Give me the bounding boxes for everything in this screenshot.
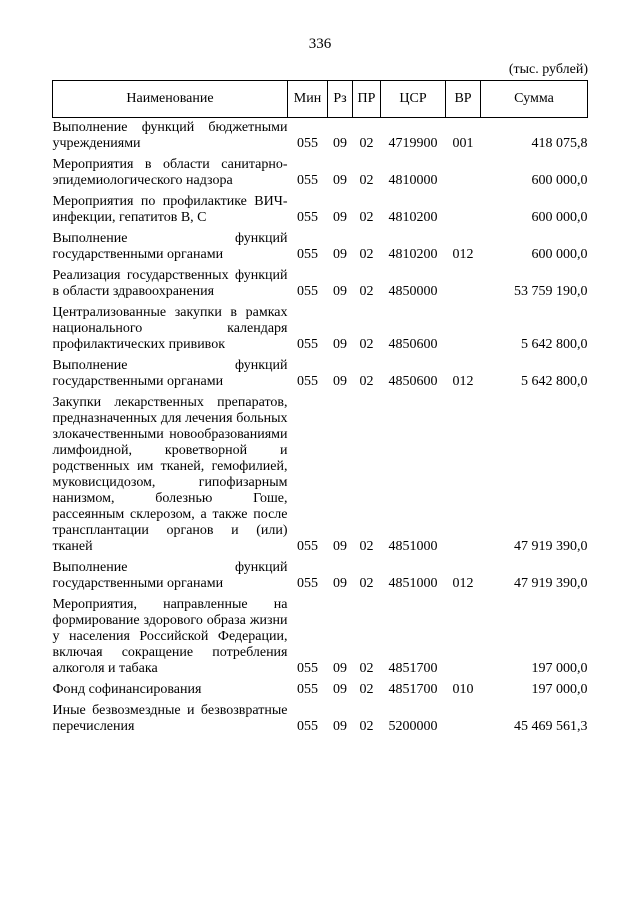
cell-pr: 02 <box>359 284 374 299</box>
cell-min: 055 <box>297 374 318 389</box>
table-body <box>53 118 588 739</box>
cell-csr: 4810200 <box>388 247 438 262</box>
cell-name: Централизованные закупки в рамках национального календаря профилактических прививок <box>52 305 288 352</box>
cell-min: 055 <box>297 682 318 697</box>
cell-min: 055 <box>297 173 318 188</box>
cell-name: Реализация государственных функций в области здравоохранения <box>52 268 288 299</box>
cell-vr <box>446 192 481 229</box>
cell-min: 055 <box>297 719 318 734</box>
header-rz: Рз <box>328 81 353 118</box>
cell-rz: 09 <box>333 337 347 352</box>
cell-csr: 4850600 <box>388 374 438 389</box>
table-header <box>53 81 588 118</box>
table-row <box>53 701 588 738</box>
cell-rz: 09 <box>333 661 347 676</box>
table-row <box>53 680 588 701</box>
cell-csr: 4810000 <box>388 173 438 188</box>
cell-csr: 4810200 <box>388 210 438 225</box>
cell-name: Выполнение функций государственными органами <box>52 358 288 389</box>
cell-pr: 02 <box>359 247 374 262</box>
cell-pr: 02 <box>359 661 374 676</box>
cell-name: Иные безвозмездные и безвозвратные перечисления <box>52 703 288 734</box>
table-row <box>53 595 588 680</box>
cell-pr: 02 <box>359 682 374 697</box>
cell-min: 055 <box>297 247 318 262</box>
cell-name: Мероприятия, направленные на формирование здорового образа жизни у населения Российской Федерации, включая сокращение потребления алкоголя и табака <box>52 597 288 676</box>
cell-sum: 53 759 190,0 <box>514 284 588 299</box>
cell-min: 055 <box>297 337 318 352</box>
table-row <box>53 356 588 393</box>
cell-pr: 02 <box>359 576 374 591</box>
cell-vr <box>446 595 481 680</box>
cell-csr: 4719900 <box>388 136 438 151</box>
table-row <box>53 118 588 156</box>
cell-rz: 09 <box>333 210 347 225</box>
cell-sum: 45 469 561,3 <box>514 719 588 734</box>
cell-min: 055 <box>297 661 318 676</box>
cell-name: Выполнение функций государственными органами <box>52 560 288 591</box>
table-row <box>53 192 588 229</box>
cell-vr: 012 <box>452 374 474 389</box>
header-pr: ПР <box>353 81 381 118</box>
cell-csr: 4850000 <box>388 284 438 299</box>
cell-csr: 4851700 <box>388 682 438 697</box>
cell-vr: 012 <box>452 247 474 262</box>
cell-rz: 09 <box>333 136 347 151</box>
cell-csr: 4850600 <box>388 337 438 352</box>
header-csr: ЦСР <box>381 81 446 118</box>
cell-csr: 4851000 <box>388 576 438 591</box>
cell-pr: 02 <box>359 136 374 151</box>
cell-min: 055 <box>297 210 318 225</box>
cell-name: Мероприятия в области санитарно-эпидемиологического надзора <box>52 157 288 188</box>
cell-rz: 09 <box>333 374 347 389</box>
cell-vr: 010 <box>452 682 474 697</box>
cell-pr: 02 <box>359 210 374 225</box>
cell-sum: 47 919 390,0 <box>514 539 588 554</box>
cell-vr <box>446 155 481 192</box>
cell-pr: 02 <box>359 374 374 389</box>
budget-table <box>52 80 588 738</box>
page-number: 336 <box>308 36 332 52</box>
table-row <box>53 303 588 356</box>
table-row <box>53 266 588 303</box>
cell-sum: 5 642 800,0 <box>521 374 588 389</box>
cell-sum: 47 919 390,0 <box>514 576 588 591</box>
header-min: Мин <box>288 81 328 118</box>
cell-rz: 09 <box>333 284 347 299</box>
cell-vr: 012 <box>452 576 474 591</box>
cell-csr: 5200000 <box>388 719 438 734</box>
cell-rz: 09 <box>333 539 347 554</box>
table-row <box>53 393 588 558</box>
cell-rz: 09 <box>333 173 347 188</box>
cell-min: 055 <box>297 539 318 554</box>
cell-csr: 4851000 <box>388 539 438 554</box>
cell-name: Выполнение функций бюджетными учреждениями <box>52 120 288 151</box>
cell-sum: 197 000,0 <box>531 661 588 676</box>
cell-vr <box>446 701 481 738</box>
cell-rz: 09 <box>333 719 347 734</box>
cell-sum: 600 000,0 <box>531 173 588 188</box>
cell-rz: 09 <box>333 576 347 591</box>
cell-vr: 001 <box>452 136 474 151</box>
cell-rz: 09 <box>333 682 347 697</box>
header-row <box>53 81 588 118</box>
cell-name: Мероприятия по профилактике ВИЧ-инфекции, гепатитов B, C <box>52 194 288 225</box>
cell-sum: 418 075,8 <box>531 136 588 151</box>
cell-pr: 02 <box>359 337 374 352</box>
cell-name: Фонд софинансирования <box>52 682 202 697</box>
table-row <box>53 155 588 192</box>
cell-name: Выполнение функций государственными органами <box>52 231 288 262</box>
cell-min: 055 <box>297 576 318 591</box>
header-name: Наименование <box>53 81 288 118</box>
cell-sum: 197 000,0 <box>531 682 588 697</box>
units-label: (тыс. рублей) <box>508 62 588 77</box>
table-row <box>53 229 588 266</box>
header-sum: Сумма <box>481 81 588 118</box>
cell-pr: 02 <box>359 719 374 734</box>
table-row <box>53 558 588 595</box>
cell-vr <box>446 266 481 303</box>
cell-vr <box>446 303 481 356</box>
cell-sum: 600 000,0 <box>531 247 588 262</box>
cell-csr: 4851700 <box>388 661 438 676</box>
cell-min: 055 <box>297 136 318 151</box>
cell-name: Закупки лекарственных препаратов, предназначенных для лечения больных злокачественными новообразованиями лимфоидной, кроветворной и родственных им тканей, гемофилией, муковисцидозом, гипофизарным нанизмом, болезнью Гоше, рассеянным склерозом, а также после трансплантации органов и (или) тканей <box>52 395 288 554</box>
cell-sum: 5 642 800,0 <box>521 337 588 352</box>
cell-pr: 02 <box>359 539 374 554</box>
cell-vr <box>446 393 481 558</box>
cell-min: 055 <box>297 284 318 299</box>
cell-sum: 600 000,0 <box>531 210 588 225</box>
cell-rz: 09 <box>333 247 347 262</box>
cell-pr: 02 <box>359 173 374 188</box>
header-vr: ВР <box>446 81 481 118</box>
